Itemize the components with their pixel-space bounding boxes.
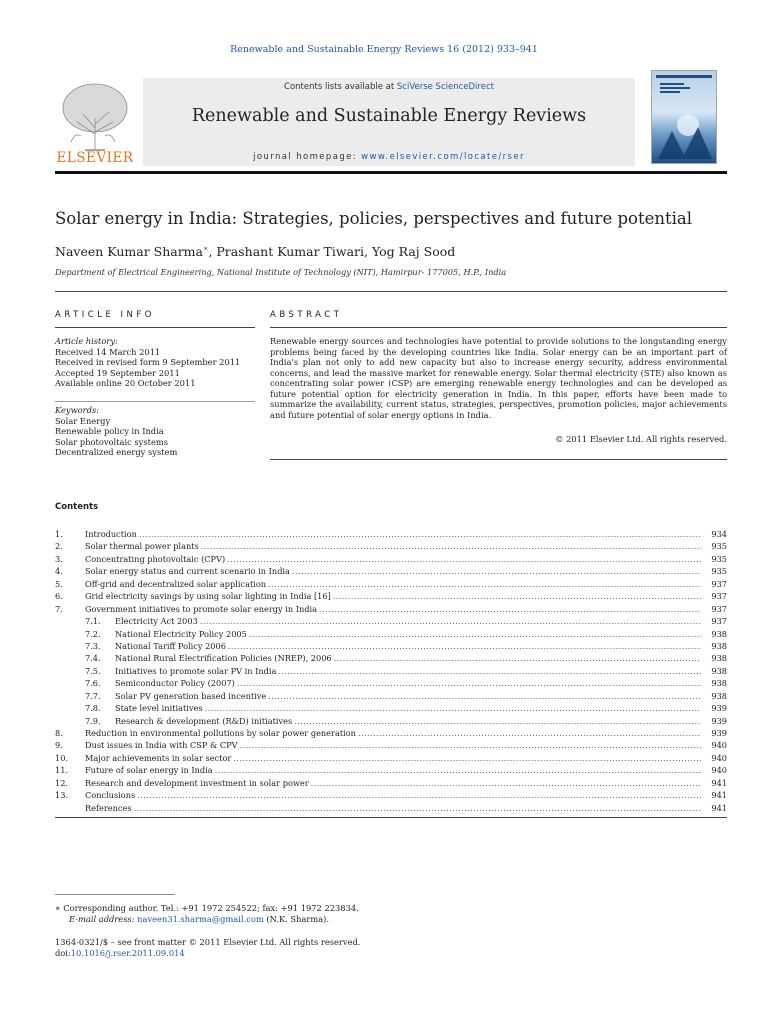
- toc-entry-page: 937: [711, 616, 727, 627]
- toc-entry-title[interactable]: Government initiatives to promote solar energy in India: [85, 603, 317, 614]
- toc-entry-page: 939: [711, 728, 727, 738]
- article-title: Solar energy in India: Strategies, policies, perspectives and future potential: [55, 209, 692, 228]
- toc-entry-title-wrap: [85, 540, 701, 552]
- toc-entry-number: 7.2.: [85, 628, 101, 639]
- keyword-item: Decentralized energy system: [55, 447, 178, 457]
- article-history: [55, 336, 255, 389]
- toc-entry-title[interactable]: National Tariff Policy 2006: [115, 640, 226, 651]
- masthead-rule: [55, 171, 727, 174]
- toc-entry[interactable]: [55, 789, 727, 801]
- toc-entry-title[interactable]: Semiconductor Policy (2007): [115, 678, 235, 689]
- toc-entry-title-wrap: [85, 789, 701, 801]
- contents-bottom-rule: [55, 817, 727, 818]
- keywords-rule: [55, 401, 255, 402]
- toc-entry-page: 939: [711, 703, 727, 714]
- toc-entry-number: 7.6.: [85, 678, 101, 689]
- article-info-rule: [55, 327, 255, 328]
- toc-entry-title[interactable]: Grid electricity savings by using solar lighting in India [16]: [85, 591, 331, 602]
- toc-entry-number: 7.8.: [85, 703, 101, 714]
- toc-entry-title[interactable]: Solar thermal power plants: [85, 541, 199, 552]
- toc-entry-number: [55, 802, 85, 814]
- toc-entry-number: 7.: [55, 603, 63, 614]
- toc-entry-page: 938: [711, 628, 727, 639]
- toc-entry-number: 5.: [55, 578, 63, 589]
- author-1[interactable]: Naveen Kumar Sharma: [55, 244, 203, 260]
- toc-entry-number: 7.5.: [85, 665, 101, 676]
- toc-entry-title[interactable]: Solar energy status and current scenario in India: [85, 566, 290, 577]
- toc-entry[interactable]: [55, 553, 727, 565]
- toc-entry-title[interactable]: References: [85, 802, 132, 813]
- toc-entry-number: 2.: [55, 541, 63, 552]
- homepage-link[interactable]: www.elsevier.com/locate/rser: [361, 152, 525, 162]
- history-accepted: Accepted 19 September 2011: [55, 367, 180, 378]
- toc-entry-title[interactable]: Reduction in environmental pollutions by solar power generation: [85, 728, 356, 738]
- toc-entry-number: 4.: [55, 566, 63, 577]
- toc-entry-page: 938: [711, 640, 727, 651]
- toc-entry-page: 935: [711, 566, 727, 577]
- toc-entry[interactable]: [55, 690, 727, 702]
- toc-entry-page: 935: [711, 541, 727, 552]
- toc-entry-page: 938: [711, 665, 727, 676]
- toc-entry[interactable]: [55, 702, 727, 714]
- toc-entry-number: 3.: [55, 553, 63, 564]
- toc-entry-number: 7.3.: [85, 640, 101, 651]
- toc-entry[interactable]: [55, 615, 727, 627]
- masthead: [55, 70, 715, 170]
- toc-entry[interactable]: [55, 764, 727, 776]
- toc-entry[interactable]: [55, 739, 727, 751]
- history-label: Article history:: [55, 336, 118, 346]
- toc-entry-title[interactable]: State level initiatives: [115, 703, 203, 714]
- history-revised: Received in revised form 9 September 2011: [55, 357, 241, 367]
- corresponding-author-note: ∗ Corresponding author. Tel.: +91 1972 254522; fax: +91 1972 223834.: [55, 903, 359, 913]
- toc-entry-title-wrap: [115, 702, 701, 714]
- toc-entry-number: 7.4.: [85, 653, 101, 664]
- authors-line: [55, 244, 455, 259]
- toc-entry-title-wrap: [85, 553, 701, 565]
- toc-entry-number: 11.: [55, 765, 69, 776]
- contents-prefix: Contents lists available at: [284, 82, 397, 92]
- toc-entry[interactable]: [55, 628, 727, 640]
- toc-entry-title-wrap: [115, 615, 701, 627]
- toc-entry-page: 941: [711, 777, 727, 788]
- toc-entry[interactable]: [55, 528, 727, 540]
- toc-entry-page: 941: [711, 790, 727, 801]
- toc-entry-title[interactable]: Solar PV generation based incentive: [115, 690, 267, 701]
- toc-entry-title[interactable]: Concentrating photovoltaic (CPV): [85, 553, 226, 564]
- email-suffix: (N.K. Sharma).: [263, 913, 330, 924]
- toc-entry-page: 937: [711, 603, 727, 614]
- toc-entry-title[interactable]: Research and development investment in solar power: [85, 777, 309, 788]
- toc-entry-title[interactable]: Electricity Act 2003: [115, 616, 198, 627]
- toc-entry[interactable]: [55, 578, 727, 590]
- toc-entry[interactable]: [55, 652, 727, 664]
- toc-entry-title-wrap: [115, 715, 701, 727]
- masthead-band: [143, 78, 635, 166]
- keywords-label: Keywords:: [55, 405, 100, 415]
- toc-entry-number: 8.: [55, 728, 63, 738]
- toc-entry[interactable]: [55, 802, 727, 814]
- homepage-line: [143, 152, 635, 162]
- toc-entry[interactable]: [55, 727, 727, 739]
- toc-entry-title[interactable]: Major achievements in solar sector: [85, 752, 232, 763]
- toc-entry-number: 10.: [55, 752, 69, 763]
- issn-block: [55, 937, 655, 958]
- toc-entry-page: 937: [711, 578, 727, 589]
- toc-entry-title[interactable]: Introduction: [85, 529, 137, 539]
- toc-entry[interactable]: [55, 590, 727, 602]
- toc-entry-page: 935: [711, 553, 727, 564]
- footnote: [55, 903, 655, 924]
- abstract-heading: ABSTRACT: [270, 310, 343, 320]
- toc-entry-page: 940: [711, 740, 727, 751]
- toc-entry[interactable]: [55, 752, 727, 764]
- toc-entry[interactable]: [55, 665, 727, 677]
- toc-entry-number: 9.: [55, 740, 63, 751]
- toc-entry[interactable]: [55, 677, 727, 689]
- toc-entry-title-wrap: [85, 802, 701, 814]
- toc-entry-title[interactable]: Initiatives to promote solar PV in India: [115, 665, 277, 676]
- toc-entry[interactable]: [55, 640, 727, 652]
- toc-entry[interactable]: [55, 715, 727, 727]
- keyword-item: Solar photovoltaic systems: [55, 436, 168, 447]
- article-info-heading: ARTICLE INFO: [55, 310, 155, 320]
- authors-rest[interactable]: , Prashant Kumar Tiwari, Yog Raj Sood: [208, 244, 456, 260]
- toc-entry-title-wrap: [85, 565, 701, 577]
- toc-entry[interactable]: [55, 777, 727, 789]
- journal-cover-image[interactable]: [651, 70, 717, 164]
- doi-link[interactable]: 10.1016/j.rser.2011.09.014: [70, 947, 185, 958]
- toc-entry-page: 938: [711, 678, 727, 689]
- contents-heading: Contents: [55, 502, 99, 512]
- toc-entry-title-wrap: [85, 777, 701, 789]
- journal-title: Renewable and Sustainable Energy Reviews: [191, 106, 587, 126]
- toc-entry[interactable]: [55, 540, 727, 552]
- toc-entry-title-wrap: [115, 677, 701, 689]
- email-line: [55, 914, 655, 925]
- toc-entry-page: 940: [711, 752, 727, 763]
- toc-entry-title-wrap: [85, 752, 701, 764]
- email-link[interactable]: naveen31.sharma@gmail.com: [137, 913, 264, 924]
- toc-entry-number: 12.: [55, 777, 69, 788]
- affiliation: Department of Electrical Engineering, National Institute of Technology (NIT), Hamirpur- 177005, H.P., India: [55, 267, 507, 277]
- toc-entry-title[interactable]: Conclusions: [85, 790, 136, 801]
- toc-entry-title-wrap: [115, 652, 701, 664]
- sciencedirect-link[interactable]: SciVerse ScienceDirect: [396, 82, 494, 92]
- corresponding-author-mark[interactable]: ∗: [203, 244, 209, 253]
- toc-entry-title-wrap: [115, 628, 701, 640]
- toc-entry-title-wrap: [85, 590, 701, 602]
- toc-entry-number: 7.9.: [85, 715, 101, 726]
- toc-entry-title-wrap: [115, 665, 701, 677]
- history-received: Received 14 March 2011: [55, 346, 161, 357]
- toc-entry-title-wrap: [85, 603, 701, 615]
- abstract-text: Renewable energy sources and technologies have potential to provide solutions to the longstanding energy problems being faced by the developing countries like India. Solar energy can be an important part of India's plan not only to add new capacity but also to increase energy security, address environmental concerns, and lead the massive market for renewable energy. Solar thermal electricity (STE) also known as concentrating solar power (CSP) are emerging renewable energy technologies and can be developed as future potential option for electricity generation in India. In this paper, efforts have been made to summarize the availability, current status, strategies, perspectives, promotion policies, major achievements and future potential of solar energy options in India.: [270, 336, 727, 420]
- toc-entry-title[interactable]: Off-grid and decentralized solar application: [85, 578, 267, 589]
- keyword-item: Solar Energy: [55, 415, 111, 426]
- toc-entry-page: 941: [711, 802, 727, 813]
- abstract-rule: [270, 327, 727, 328]
- cover-art-icon: [652, 71, 716, 163]
- doi-prefix: doi:: [55, 947, 71, 958]
- issn-line: 1364-0321/$ – see front matter © 2011 Elsevier Ltd. All rights reserved.: [55, 937, 361, 947]
- journal-reference[interactable]: Renewable and Sustainable Energy Reviews 16 (2012) 933–941: [230, 44, 538, 55]
- toc-entry-title[interactable]: Future of solar energy in India: [85, 765, 213, 776]
- keyword-item: Renewable policy in India: [55, 426, 164, 436]
- homepage-prefix: journal homepage:: [253, 152, 362, 162]
- toc-entry-title[interactable]: National Rural Electrification Policies (NREP), 2006: [115, 653, 332, 664]
- toc-entry-title-wrap: [115, 690, 701, 702]
- toc-entry-page: 937: [711, 591, 727, 602]
- doi-line: [55, 948, 655, 959]
- toc-entry[interactable]: [55, 603, 727, 615]
- toc-entry-number: 13.: [55, 790, 69, 801]
- toc-entry-title-wrap: [85, 578, 701, 590]
- toc-entry-title-wrap: [115, 640, 701, 652]
- toc-entry-title-wrap: [85, 764, 701, 776]
- table-of-contents: [55, 528, 727, 814]
- toc-entry-number: 7.7.: [85, 690, 101, 701]
- toc-entry-page: 938: [711, 690, 727, 701]
- toc-entry-title-wrap: [85, 739, 701, 751]
- keywords: [55, 405, 255, 458]
- toc-entry-number: 1.: [55, 529, 63, 539]
- toc-entry-page: 938: [711, 653, 727, 664]
- toc-entry-title[interactable]: National Electricity Policy 2005: [115, 628, 247, 639]
- toc-entry-number: 6.: [55, 591, 63, 602]
- toc-entry[interactable]: [55, 565, 727, 577]
- elsevier-wordmark: ELSEVIER: [56, 150, 134, 166]
- email-label: E-mail address:: [69, 913, 138, 924]
- toc-entry-title[interactable]: Research & development (R&D) initiatives: [115, 715, 293, 726]
- abstract-copyright: © 2011 Elsevier Ltd. All rights reserved.: [555, 434, 727, 444]
- toc-entry-title[interactable]: Dust issues in India with CSP & CPV: [85, 740, 238, 751]
- toc-entry-page: 940: [711, 765, 727, 776]
- footnote-rule: [55, 894, 175, 895]
- title-rule: [55, 291, 727, 292]
- abstract-bottom-rule: [270, 459, 727, 460]
- toc-entry-title-wrap: [85, 727, 701, 739]
- toc-entry-number: 7.1.: [85, 616, 101, 627]
- toc-entry-page: 934: [711, 529, 727, 539]
- toc-entry-page: 939: [711, 715, 727, 726]
- history-online: Available online 20 October 2011: [55, 378, 196, 388]
- toc-entry-title-wrap: [85, 528, 701, 540]
- contents-line: [143, 82, 635, 92]
